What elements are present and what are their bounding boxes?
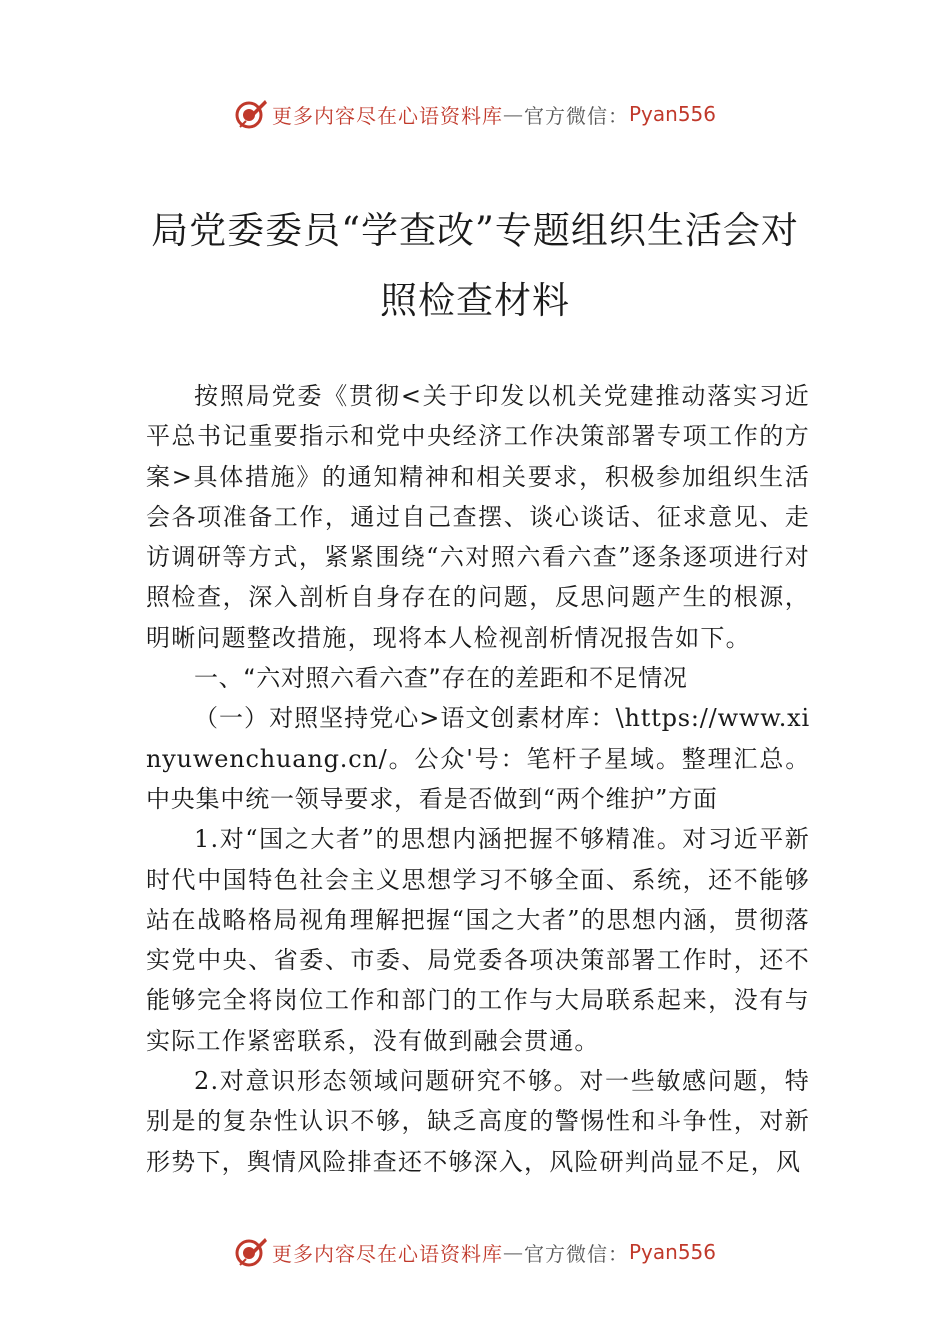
intro-paragraph: 按照局党委《贯彻<关于印发以机关党建推动落实习近平总书记重要指示和党中央经济工作决策部署专项工作的方案>具体措施》的通知精神和相关要求，积极参加组织生活会各项准备工作，通过自己查摆、谈心谈话、征求意见、走访调研等方式，紧紧围绕“六对照六看六查”逐条逐项进行对照检查，深入剖析自身存在的问题，反思问题产生的根源， 明晰问题整改措施，现将本人检视剖析情况报告如下。 — [146, 382, 810, 652]
section-heading: 一、“六对照六看六查”存在的差距和不足情况 — [194, 664, 688, 693]
watermark-banner-top — [0, 96, 950, 132]
document-title-line1: 局党委委员“学查改”专题组织生活会对 — [151, 209, 799, 252]
item-paragraph-2: 2.对意识形态领域问题研究不够。对一些敏感问题，特别是的复杂性认识不够，缺乏高度的警惕性和斗争性，对新形势下，舆情风险排查还不够深入，风险研判尚显不足，风 — [146, 1067, 810, 1176]
sub-heading: （一）对照坚持党心>语文创素材库：\https://www.xinyuwenchuang.cn/。公众'号：笔杆子星域。整理汇总。中央集中统一领导要求，看是否做到“两个维护”方面 — [146, 704, 810, 813]
watermark-sub-text: 官方微信： — [523, 1241, 629, 1266]
watermark-dash: — — [502, 1240, 524, 1264]
watermark-dash: — — [502, 102, 524, 126]
watermark-main-text: 更多内容尽在心语资料库 — [271, 1241, 503, 1266]
watermark-sub-text: 官方微信： — [523, 103, 629, 128]
watermark-wechat-id: Pyan556 — [628, 1240, 716, 1264]
document-title — [140, 196, 810, 336]
watermark-main-text: 更多内容尽在心语资料库 — [271, 103, 503, 128]
document-body — [146, 376, 810, 1182]
item-paragraph-1: 1.对“国之大者”的思想内涵把握不够精准。对习近平新时代中国特色社会主义思想学习不够全面、系统，还不能够站在战略格局视角理解把握“国之大者”的思想内涵，贯彻落实党中央、省委、市委、局党委各项决策部署工作时，还不能够完全将岗位工作和部门的工作与大局联系起来，没有与实际工作紧密联系，没有做到融会贯通。 — [146, 825, 810, 1055]
watermark-banner-bottom — [0, 1234, 950, 1270]
quill-seal-logo-icon — [234, 97, 268, 131]
quill-seal-logo-icon — [234, 1235, 268, 1269]
watermark-wechat-id: Pyan556 — [628, 102, 716, 126]
document-title-line2: 照检查材料 — [380, 279, 570, 322]
